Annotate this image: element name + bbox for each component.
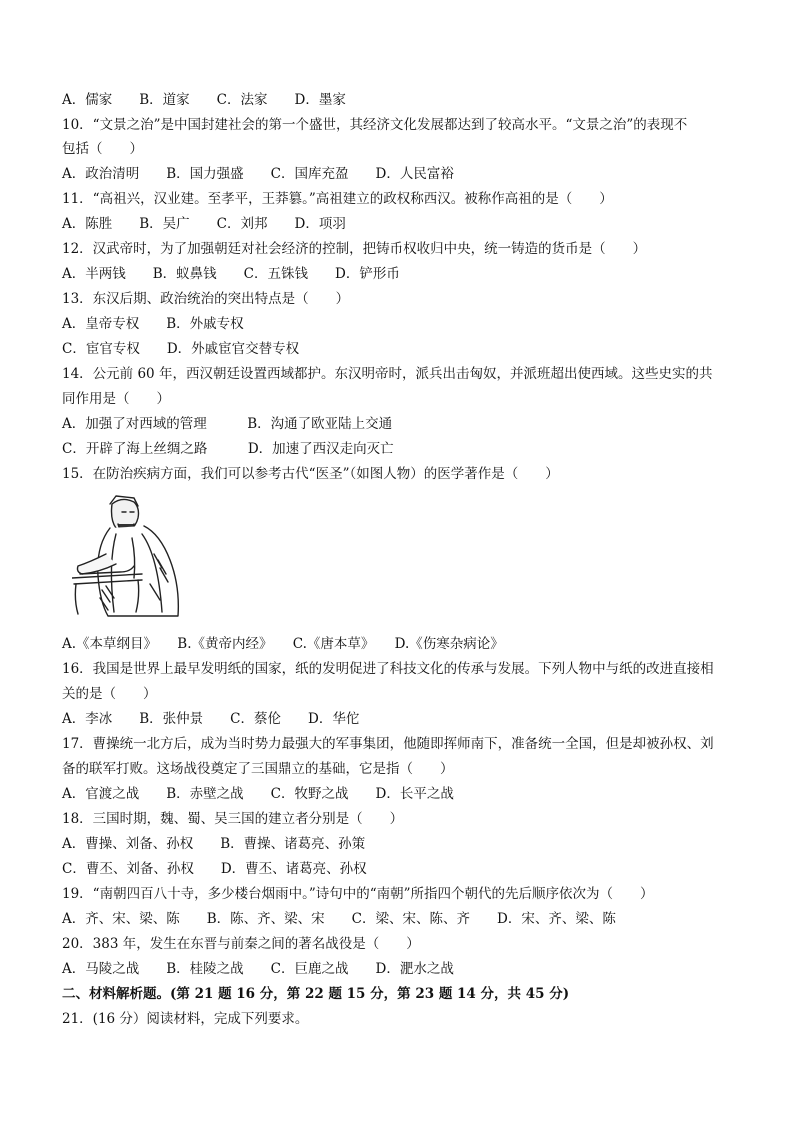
- q13-options-ab: A．皇帝专权 B．外戚专权: [62, 316, 244, 332]
- q10-options: A．政治清明 B．国力强盛 C．国库充盈 D．人民富裕: [62, 166, 454, 182]
- q10-stem-cont: 包括（ ）: [62, 141, 143, 157]
- q17-options: A．官渡之战 B．赤壁之战 C．牧野之战 D．长平之战: [62, 786, 454, 802]
- q21-stem: 21．(16 分）阅读材料，完成下列要求。: [62, 1011, 309, 1027]
- q10-stem: 10．“文景之治”是中国封建社会的第一个盛世，其经济文化发展都达到了较高水平。“文景之治”的表现不: [62, 117, 688, 133]
- q11-stem: 11．“高祖兴，汉业建。至孝平，王莽篡。”高祖建立的政权称西汉。被称作高祖的是（ ）: [62, 191, 613, 207]
- q12-stem: 12．汉武帝时，为了加强朝廷对社会经济的控制，把铸币权收归中央，统一铸造的货币是（ ）: [62, 241, 647, 257]
- q17-stem-cont: 备的联军打败。这场战役奠定了三国鼎立的基础，它是指（ ）: [62, 761, 454, 777]
- q18-stem: 18．三国时期，魏、蜀、吴三国的建立者分别是（ ）: [62, 811, 404, 827]
- q20-stem: 20．383 年，发生在东晋与前秦之间的著名战役是（ ）: [62, 936, 420, 952]
- q13-options-cd: C．宦官专权 D．外戚宦官交替专权: [62, 341, 300, 357]
- q20-options: A．马陵之战 B．桂陵之战 C．巨鹿之战 D．淝水之战: [62, 961, 454, 977]
- q17-stem: 17．曹操统一北方后，成为当时势力最强大的军事集团，他随即挥师南下，准备统一全国，但是却被孙权、刘: [62, 736, 714, 752]
- q18-options-ab: A．曹操、刘备、孙权 B．曹操、诸葛亮、孙策: [62, 836, 366, 852]
- q11-options: A．陈胜 B．吴广 C．刘邦 D．项羽: [62, 216, 346, 232]
- section-two-heading: 二、材料解析题。(第 21 题 16 分，第 22 题 15 分，第 23 题 14 分，共 45 分): [62, 986, 570, 1002]
- q12-options: A．半两钱 B．蚁鼻钱 C．五铢钱 D．铲形币: [62, 266, 400, 282]
- q14-stem-cont: 同作用是（ ）: [62, 391, 170, 407]
- q16-options: A．李冰 B．张仲景 C．蔡伦 D．华佗: [62, 711, 360, 727]
- q16-stem: 16．我国是世界上最早发明纸的国家，纸的发明促进了科技文化的传承与发展。下列人物中与纸的改进直接相: [62, 661, 714, 677]
- q15-stem: 15．在防治疾病方面，我们可以参考古代“医圣”（如图人物）的医学著作是（ ）: [62, 466, 559, 482]
- q19-options: A．齐、宋、梁、陈 B．陈、齐、梁、宋 C．梁、宋、陈、齐 D．宋、齐、梁、陈: [62, 911, 616, 927]
- q14-stem: 14．公元前 60 年，西汉朝廷设置西域都护。东汉明帝时，派兵出击匈奴，并派班超出使西域。这些史实的共: [62, 366, 713, 382]
- q14-options-ab: A．加强了对西域的管理 B．沟通了欧亚陆上交通: [62, 416, 393, 432]
- q13-stem: 13．东汉后期、政治统治的突出特点是（ ）: [62, 291, 350, 307]
- q19-stem: 19．“南朝四百八十寺，多少楼台烟雨中。”诗句中的“南朝”所指四个朝代的先后顺序依次为（ ）: [62, 886, 654, 902]
- physician-illustration: [72, 494, 184, 622]
- q14-options-cd: C．开辟了海上丝绸之路 D．加速了西汉走向灭亡: [62, 441, 394, 457]
- q15-options: A.《本草纲目》 B.《黄帝内经》 C.《唐本草》 D.《伤寒杂病论》: [62, 636, 504, 652]
- q16-stem-cont: 关的是（ ）: [62, 686, 157, 702]
- q9-options: A．儒家 B．道家 C．法家 D．墨家: [62, 92, 346, 108]
- q18-options-cd: C．曹丕、刘备、孙权 D．曹丕、诸葛亮、孙权: [62, 861, 367, 877]
